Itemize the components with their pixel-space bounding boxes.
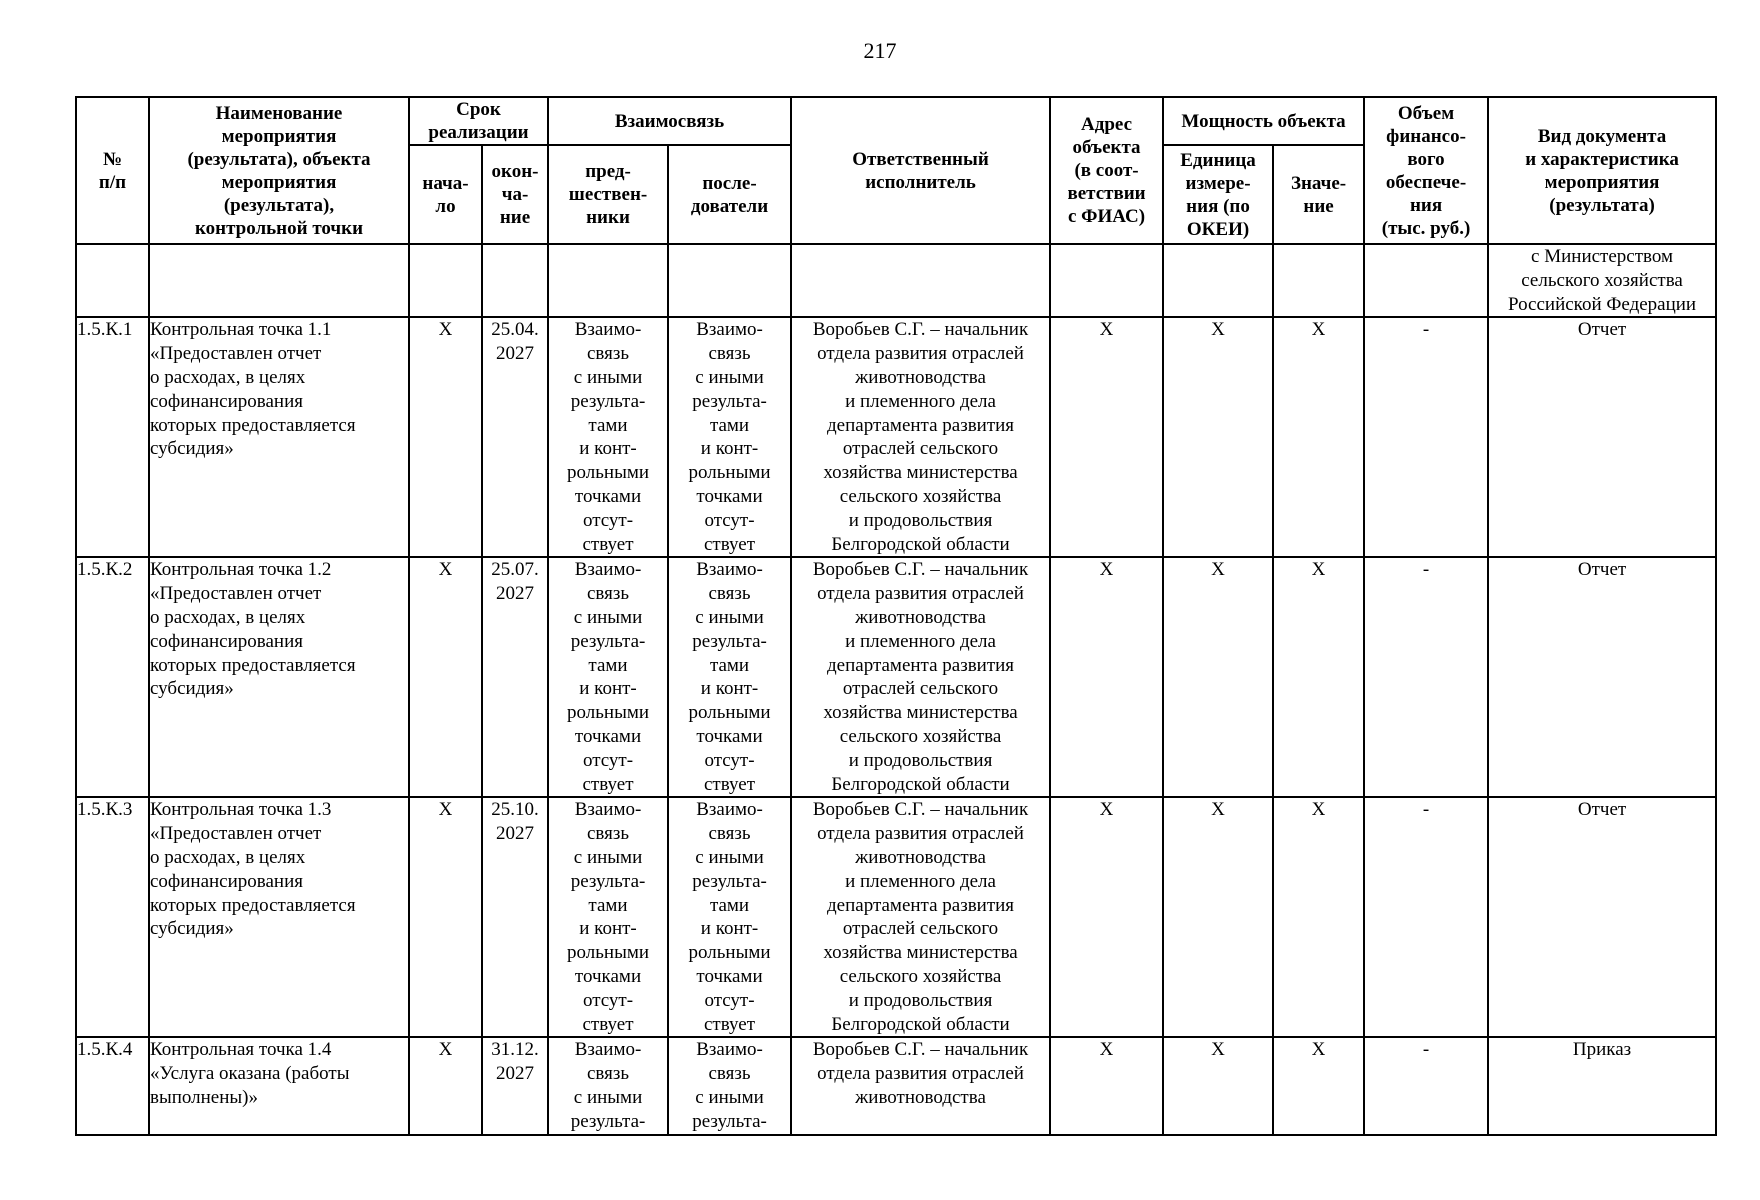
row-responsible: Воробьев С.Г. – начальник отдела развития отраслей животноводства и племенного дела департамента развития отраслей сельского хозяйства министерства сельского хозяйства и продовольствия Белгородской области	[791, 317, 1050, 557]
events-table	[75, 96, 1717, 1136]
row-value: X	[1273, 1037, 1364, 1134]
row-responsible: Воробьев С.Г. – начальник отдела развития отраслей животноводства и племенного дела департамента развития отраслей сельского хозяйства министерства сельского хозяйства и продовольствия Белгородской области	[791, 797, 1050, 1037]
row-responsible: Воробьев С.Г. – начальник отдела развития отраслей животноводства и племенного дела департамента развития отраслей сельского хозяйства министерства сельского хозяйства и продовольствия Белгородской области	[791, 557, 1050, 797]
header-doc-type: Вид документа и характеристика мероприятия (результата)	[1488, 97, 1716, 244]
header-num: № п/п	[76, 97, 149, 244]
row-code: 1.5.К.3	[76, 797, 149, 1037]
continuation-doc-text: с Министерством сельского хозяйства Российской Федерации	[1488, 244, 1716, 317]
row-value: X	[1273, 797, 1364, 1037]
table-row	[76, 317, 1716, 557]
row-doc: Отчет	[1488, 317, 1716, 557]
row-unit: X	[1163, 317, 1273, 557]
header-finance: Объем финансо- вого обеспече- ния (тыс. руб.)	[1364, 97, 1488, 244]
row-start: X	[409, 557, 482, 797]
header-capacity: Мощность объекта	[1163, 97, 1364, 145]
table-row	[76, 797, 1716, 1037]
row-address: X	[1050, 797, 1163, 1037]
row-responsible: Воробьев С.Г. – начальник отдела развития отраслей животноводства	[791, 1037, 1050, 1134]
row-unit: X	[1163, 557, 1273, 797]
header-cap-unit: Единица измере- ния (по ОКЕИ)	[1163, 145, 1273, 244]
row-start: X	[409, 317, 482, 557]
row-doc: Отчет	[1488, 557, 1716, 797]
header-cap-value: Значе- ние	[1273, 145, 1364, 244]
row-pred: Взаимо- связь с иными результа- тами и конт- рольными точками отсут- ствует	[548, 557, 668, 797]
row-start: X	[409, 797, 482, 1037]
row-next: Взаимо- связь с иными результа- тами и конт- рольными точками отсут- ствует	[668, 317, 791, 557]
header-responsible: Ответственный исполнитель	[791, 97, 1050, 244]
table-row	[76, 1037, 1716, 1134]
row-finance: -	[1364, 557, 1488, 797]
row-value: X	[1273, 317, 1364, 557]
row-address: X	[1050, 317, 1163, 557]
row-finance: -	[1364, 797, 1488, 1037]
header-link: Взаимосвязь	[548, 97, 791, 145]
row-finance: -	[1364, 1037, 1488, 1134]
header-row-1	[76, 97, 1716, 145]
row-address: X	[1050, 557, 1163, 797]
row-start: X	[409, 1037, 482, 1134]
row-code: 1.5.К.2	[76, 557, 149, 797]
row-end: 25.04. 2027	[482, 317, 548, 557]
row-doc: Приказ	[1488, 1037, 1716, 1134]
row-end: 31.12. 2027	[482, 1037, 548, 1134]
row-name: Контрольная точка 1.4 «Услуга оказана (работы выполнены)»	[149, 1037, 409, 1134]
row-pred: Взаимо- связь с иными результа-	[548, 1037, 668, 1134]
row-doc: Отчет	[1488, 797, 1716, 1037]
row-unit: X	[1163, 797, 1273, 1037]
row-address: X	[1050, 1037, 1163, 1134]
table-row	[76, 557, 1716, 797]
row-code: 1.5.К.1	[76, 317, 149, 557]
row-next: Взаимо- связь с иными результа- тами и конт- рольными точками отсут- ствует	[668, 557, 791, 797]
header-link-next: после- дователи	[668, 145, 791, 244]
row-next: Взаимо- связь с иными результа-	[668, 1037, 791, 1134]
row-code: 1.5.К.4	[76, 1037, 149, 1134]
header-link-pred: пред- шествен- ники	[548, 145, 668, 244]
row-pred: Взаимо- связь с иными результа- тами и конт- рольными точками отсут- ствует	[548, 317, 668, 557]
row-finance: -	[1364, 317, 1488, 557]
row-value: X	[1273, 557, 1364, 797]
row-name: Контрольная точка 1.3 «Предоставлен отчет о расходах, в целях софинансирования которых предоставляется субсидия»	[149, 797, 409, 1037]
row-next: Взаимо- связь с иными результа- тами и конт- рольными точками отсут- ствует	[668, 797, 791, 1037]
row-end: 25.07. 2027	[482, 557, 548, 797]
header-term-start: нача- ло	[409, 145, 482, 244]
header-term: Срок реализации	[409, 97, 548, 145]
row-name: Контрольная точка 1.1 «Предоставлен отчет о расходах, в целях софинансирования которых предоставляется субсидия»	[149, 317, 409, 557]
row-end: 25.10. 2027	[482, 797, 548, 1037]
header-name: Наименование мероприятия (результата), объекта мероприятия (результата), контрольной точки	[149, 97, 409, 244]
row-name: Контрольная точка 1.2 «Предоставлен отчет о расходах, в целях софинансирования которых предоставляется субсидия»	[149, 557, 409, 797]
continuation-row	[76, 244, 1716, 317]
header-address: Адрес объекта (в соот- ветствии с ФИАС)	[1050, 97, 1163, 244]
row-pred: Взаимо- связь с иными результа- тами и конт- рольными точками отсут- ствует	[548, 797, 668, 1037]
page-number: 217	[863, 38, 897, 63]
row-unit: X	[1163, 1037, 1273, 1134]
header-term-end: окон- ча- ние	[482, 145, 548, 244]
